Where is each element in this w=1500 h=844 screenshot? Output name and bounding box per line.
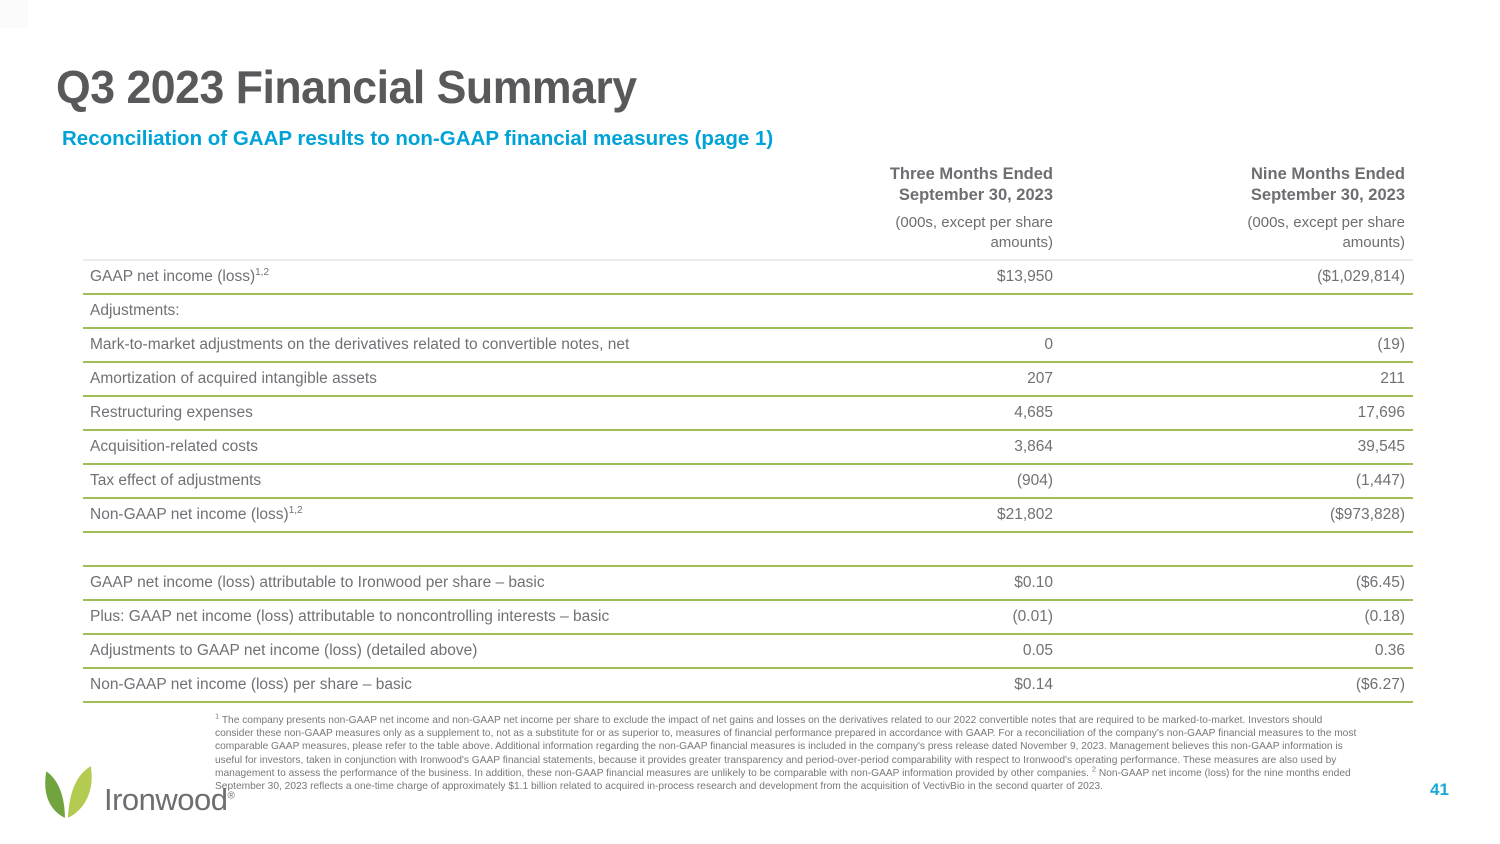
footnote-marker-1: 1 [215,711,220,721]
row-value-three-months: $21,802 [996,506,1053,523]
row-label [83,642,768,660]
table-row [83,499,1413,533]
row-label-text: Plus: GAAP net income (loss) attributable to noncontrolling interests – basic [90,608,610,625]
row-label-text: Acquisition-related costs [90,438,258,455]
row-label [83,574,768,592]
footnote-marker: 1,2 [288,504,303,516]
column-header-period-line2: September 30, 2023 [898,186,1053,204]
row-label [83,676,768,694]
table-row [83,329,1413,363]
ironwood-logo [36,762,234,820]
table-row [83,261,1413,295]
row-value-three-months: $0.10 [1014,574,1053,591]
row-value-nine-months: 0.36 [1374,642,1405,659]
footnote-marker-2: 2 [1091,764,1096,774]
table-section-net-income [83,259,1413,533]
page-subtitle: Reconciliation of GAAP results to non-GAAP financial measures (page 1) [62,127,774,150]
logo-wordmark-text: Ironwood [104,782,228,817]
row-label-text: Non-GAAP net income (loss) [90,506,289,523]
table-row [83,363,1413,397]
leaf-icon [36,762,100,820]
row-value-nine-months: 39,545 [1357,438,1405,455]
row-label-text: Tax effect of adjustments [90,472,262,489]
reconciliation-table [83,164,1413,703]
table-row [83,465,1413,499]
row-label-text: Non-GAAP net income (loss) per share – basic [90,676,412,693]
table-row [83,397,1413,431]
registered-trademark-icon: ® [227,790,235,802]
row-label-text: Restructuring expenses [90,404,253,421]
row-value-nine-months: (19) [1377,336,1405,353]
row-label-text: Mark-to-market adjustments on the derivatives related to convertible notes, net [90,336,630,353]
row-label [83,336,768,354]
logo-wordmark [104,782,234,818]
row-label [83,404,768,422]
row-value-three-months: (904) [1016,472,1053,489]
row-label-text: GAAP net income (loss) [90,268,256,285]
table-row [83,635,1413,669]
row-label [83,268,768,286]
column-header-nine-months [1053,164,1413,253]
column-header-period-line2: September 30, 2023 [1250,186,1405,204]
column-header-period-line1: Three Months Ended [889,165,1053,183]
row-value-three-months: 3,864 [1014,438,1053,455]
row-label-text: Amortization of acquired intangible assets [90,370,377,387]
corner-artifact [0,0,28,28]
row-value-nine-months: (1,447) [1355,472,1405,489]
row-value-nine-months: 211 [1380,370,1405,387]
column-header-units-note: (000s, except per share amounts) [1247,214,1405,251]
table-header-row [83,164,1413,259]
footnote-marker: 1,2 [255,266,270,278]
footnote-2-text: Non-GAAP net income (loss) for the nine months ended September 30, 2023 reflects a one-time charge of approximately $1.1 billion related to acquired in-process research and development from the acquisition of VectivBio in the second quarter of 2023. [215,767,1351,793]
row-value-nine-months: ($6.27) [1355,676,1405,693]
row-value-three-months: (0.01) [1012,608,1053,625]
table-row [83,601,1413,635]
row-value-nine-months: (0.18) [1364,608,1405,625]
row-label-text: Adjustments to GAAP net income (loss) (detailed above) [90,642,478,659]
row-label [83,438,768,456]
column-header-period-line1: Nine Months Ended [1251,165,1405,183]
row-value-nine-months: ($973,828) [1330,506,1405,523]
page-title: Q3 2023 Financial Summary [56,61,637,113]
table-section-per-share [83,565,1413,703]
column-header-units-note: (000s, except per share amounts) [895,214,1053,251]
footnote-1-text: The company presents non-GAAP net income and non-GAAP net income per share to exclude the impact of net gains and losses on the derivatives related to our 2022 convertible notes that are required to be marked-to-market. Investors should consider these non-GAAP measures only as a supplement to, not as a substitute for or as superior to, measures of financial performance prepared in accordance with GAAP. For a reconciliation of the company's non-GAAP financial measures to the most comparable GAAP measures, please refer to the table above. Additional information regarding the non-GAAP financial measures is included in the company's press release dated November 9, 2023. Management believes this non-GAAP information is useful for investors, taken in conjunction with Ironwood's GAAP financial statements, because it provides greater transparency and period-over-period comparability with respect to Ironwood's operating performance. These measures are also used by management to assess the performance of the business. In addition, these non-GAAP financial measures are unlikely to be comparable with non-GAAP information provided by other companies. [215,715,1357,779]
table-row [83,295,1413,329]
row-label-text: GAAP net income (loss) attributable to Ironwood per share – basic [90,574,545,591]
row-label [83,506,768,524]
row-value-nine-months: 17,696 [1357,404,1405,421]
row-value-nine-months: ($6.45) [1355,574,1405,591]
page-number: 41 [1430,780,1449,799]
row-value-three-months: 0 [1044,336,1053,353]
row-label [83,608,768,626]
row-value-three-months: $0.14 [1014,676,1053,693]
footnote-text [215,711,1358,793]
row-label [83,370,768,388]
row-label [83,472,768,490]
table-row [83,567,1413,601]
row-value-nine-months: ($1,029,814) [1317,268,1405,285]
row-label-text: Adjustments: [90,302,180,319]
row-value-three-months: $13,950 [996,268,1053,285]
table-row [83,669,1413,703]
row-label [83,302,768,320]
row-value-three-months: 0.05 [1022,642,1053,659]
row-value-three-months: 4,685 [1014,404,1053,421]
row-value-three-months: 207 [1027,370,1053,387]
column-header-three-months [768,164,1053,253]
table-row [83,431,1413,465]
